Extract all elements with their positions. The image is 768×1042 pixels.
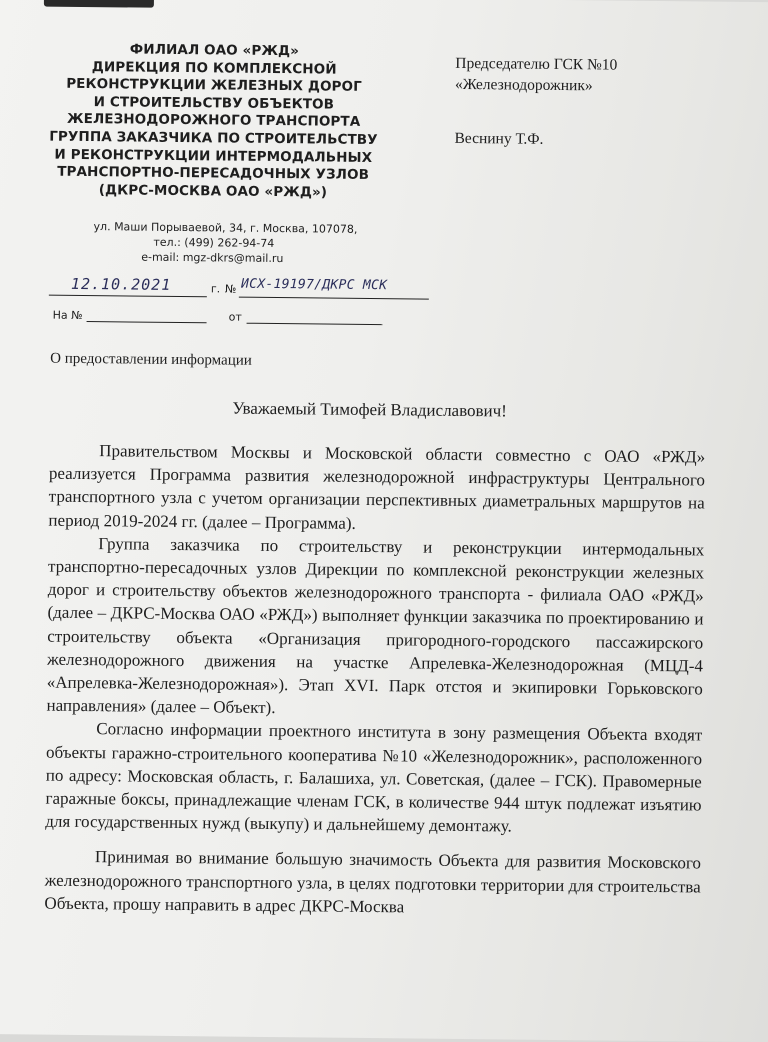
handwritten-date: 12.10.2021 xyxy=(70,274,172,294)
org-line: ТРАНСПОРТНО-ПЕРЕСАДОЧНЫХ УЗЛОВ xyxy=(57,163,370,184)
year-suffix-label: г. xyxy=(210,282,221,296)
body-paragraph: Принимая во внимание большую значимость Объекта для развития Московского железнодорожного транспортного узла, в целях подготовки территории для строительства Объекта, прошу направить в адрес ДКРС-Москва xyxy=(44,847,702,917)
letter-salutation: Уважаемый Тимофей Владиславович! xyxy=(232,398,508,421)
org-line: ЖЕЛЕЗНОДОРОЖНОГО ТРАНСПОРТА xyxy=(66,111,361,131)
outgoing-registration-line xyxy=(49,275,469,303)
body-paragraph: Правительством Москвы и Московской области совместно с ОАО «РЖД» реализуется Программа развития железнодорожной инфраструктуры Центрального транспортного узла с учетом организации перспективных диаметральных маршрутов на период 2019-2024 гг. (далее – Программа). xyxy=(48,441,706,533)
reference-number-label: На № xyxy=(52,308,83,322)
org-line: РЕКОНСТРУКЦИИ ЖЕЛЕЗНЫХ ДОРОГ xyxy=(66,75,362,96)
recipient-organization: «Железнодорожник» xyxy=(454,75,593,95)
handwritten-outgoing-number: ИСХ-19197/ДКРС МСК xyxy=(240,276,388,294)
letter-body xyxy=(44,439,705,922)
reference-number-field xyxy=(87,307,207,323)
number-sign-label: № xyxy=(224,282,237,296)
letterhead-address: ул. Маши Порываевой, 34, г. Москва, 107078, xyxy=(93,220,358,236)
letterhead-organization xyxy=(48,41,380,203)
letterhead-phone: тел.: (499) 262-94-74 xyxy=(153,235,275,250)
recipient-title: Председателю ГСК №10 xyxy=(455,54,618,74)
org-line: ГРУППА ЗАКАЗЧИКА ПО СТРОИТЕЛЬСТВУ xyxy=(49,128,378,149)
body-paragraph: Согласно информации проектного института в зону размещения Объекта входят объекты гаражно-строительного кооператива №10 «Железнодорожник», расположенного по адресу: Московская область, г. Балашиха, ул. Советская, (далее – ГСК). Правомерные гаражные боксы, принадлежащие членам ГСК, в количестве 944 штук подлежат изъятию для государственных нужд (выкупу) и дальнейшему демонтажу. xyxy=(45,719,703,836)
letterhead-email: e-mail: mgz-dkrs@mail.ru xyxy=(141,250,284,266)
org-line: И СТРОИТЕЛЬСТВУ ОБЪЕКТОВ xyxy=(93,93,335,113)
letterhead-contacts xyxy=(83,219,383,267)
org-line: ДИРЕКЦИЯ ПО КОМПЛЕКСНОЙ xyxy=(91,58,337,78)
reference-date-field xyxy=(247,309,383,325)
recipient-block xyxy=(454,53,745,152)
reference-date-label: от xyxy=(228,310,242,324)
logo-fragment xyxy=(44,0,154,8)
letter-subject: О предоставлении информации xyxy=(50,350,252,369)
org-line: ФИЛИАЛ ОАО «РЖД» xyxy=(129,41,300,60)
reference-line xyxy=(53,307,393,331)
outgoing-number-field xyxy=(239,277,429,300)
org-line: И РЕКОНСТРУКЦИИ ИНТЕРМОДАЛЬНЫХ xyxy=(54,146,373,166)
body-paragraph: Группа заказчика по строительству и реконструкции интермодальных транспортно-пересадочных узлов Дирекции по комплексной реконструкции железных дорог и строительству объектов железнодорожного транспорта - филиала ОАО «РЖД» (далее – ДКРС-Москва ОАО «РЖД») выполняет функции заказчика по проектированию и строительству объекта «Организация пригородного-городского пассажирского железнодорожного движения на участке Апрелевка-Железнодорожная (МЦД-4 «Апрелевка-Железнодорожная»). Этап XVI. Парк отстоя и экипировки Горьковского направления» (далее – Объект). xyxy=(46,533,705,718)
recipient-name: Веснину Т.Ф. xyxy=(454,129,544,148)
outgoing-date-field xyxy=(49,275,207,298)
org-line: (ДКРС-МОСКВА ОАО «РЖД») xyxy=(98,181,328,201)
